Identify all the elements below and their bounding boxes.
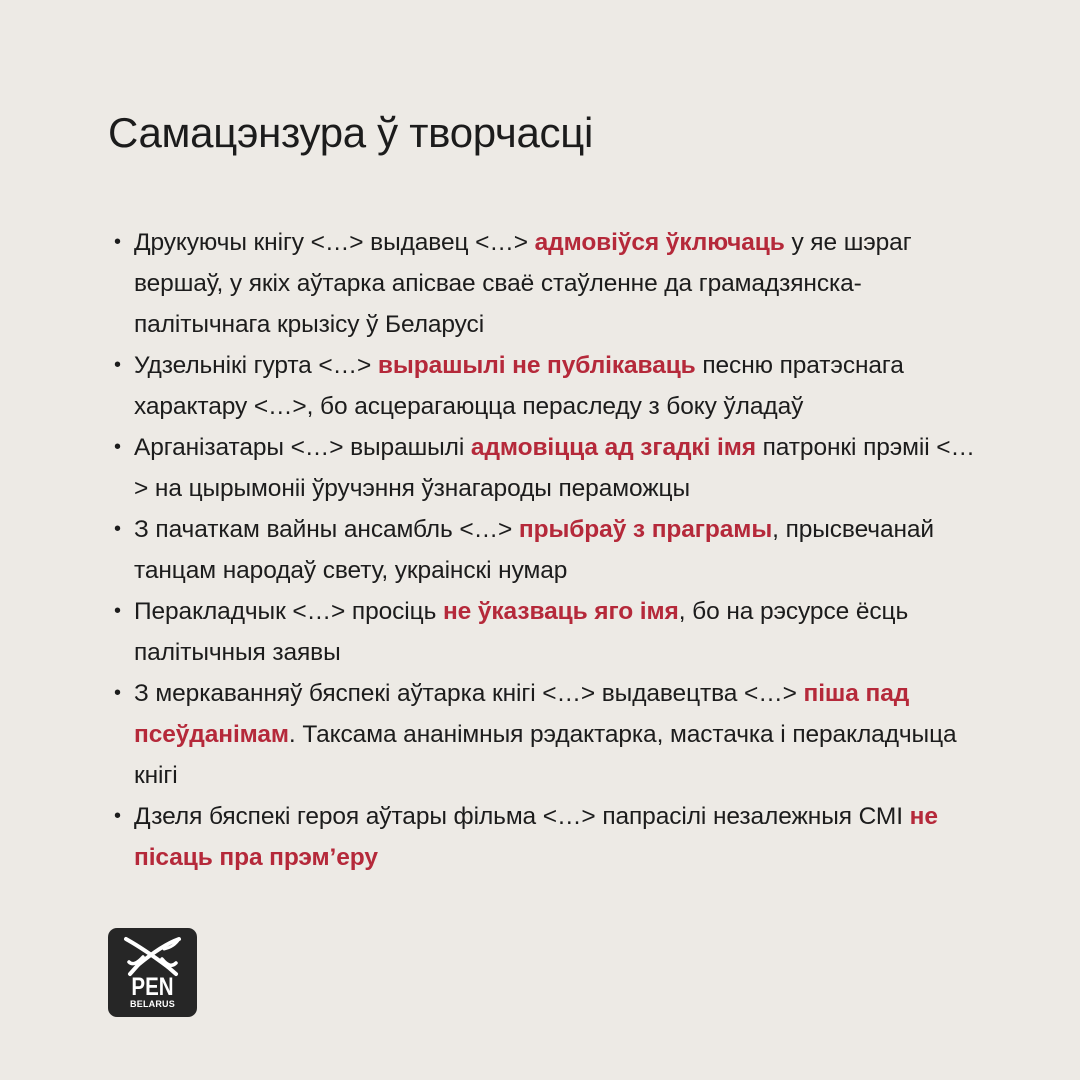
bullet: • (114, 805, 121, 827)
item-text: Арганізатары <…> вырашылі (134, 434, 471, 461)
item-highlight: піша пад псеўданімам (134, 680, 910, 748)
item-text: Удзельнікі гурта <…> (134, 352, 378, 379)
list-item (108, 427, 988, 509)
item-text: З меркаванняў бяспекі аўтарка кнігі <…> выдавецтва <…> (134, 680, 804, 707)
list-item (108, 591, 988, 673)
list-item (108, 673, 988, 796)
item-text: З пачаткам вайны ансамбль <…> (134, 516, 519, 543)
list-item (108, 345, 988, 427)
bullet: • (114, 600, 121, 622)
logo-name: PEN (131, 973, 174, 1001)
item-text: Друкуючы кнігу <…> выдавец <…> (134, 229, 535, 256)
item-text: у яе шэраг вершаў, у якіх аўтарка апісвае сваё стаўленне да грамадзянска-палітычнага крызісу ў Беларусі (134, 229, 912, 338)
bullet: • (114, 518, 121, 540)
item-highlight: адмовіцца ад згадкі імя (470, 434, 756, 461)
crossed-swords-icon (118, 933, 187, 977)
item-text: Перакладчык <…> просіць (134, 598, 443, 625)
page-title: Самацэнзура ў творчасці (108, 109, 594, 156)
bullet: • (114, 436, 121, 458)
bullet: • (114, 231, 121, 253)
list-item (108, 796, 988, 878)
item-text: патронкі прэміі <…> на цырымоніі ўручэння ўзнагароды пераможцы (134, 434, 975, 502)
item-text: , прысвечанай танцам народаў свету, украінскі нумар (134, 516, 935, 584)
item-text: , бо на рэсурсе ёсць палітычныя заявы (134, 598, 909, 666)
item-highlight: не ўказваць яго імя (442, 598, 679, 625)
item-highlight: прыбраў з праграмы (518, 516, 773, 543)
bullet: • (114, 682, 121, 704)
censorship-cases-list (108, 222, 988, 878)
item-text: песню пратэснага характару <…>, бо асцерагаюцца пераследу з боку ўладаў (134, 352, 904, 420)
item-highlight: не пісаць пра прэм’еру (134, 803, 938, 871)
item-text: Дзеля бяспекі героя аўтары фільма <…> папрасілі незалежныя СМІ (134, 803, 910, 830)
list-item (108, 222, 988, 345)
list-item (108, 509, 988, 591)
pen-belarus-logo (108, 928, 197, 1017)
item-highlight: вырашылі не публікаваць (377, 352, 696, 379)
logo-country: BELARUS (130, 999, 175, 1009)
bullet: • (114, 354, 121, 376)
item-text: . Таксама ананімныя рэдактарка, мастачка і перакладчыца кнігі (134, 721, 957, 789)
item-highlight: адмовіўся ўключаць (534, 229, 785, 256)
